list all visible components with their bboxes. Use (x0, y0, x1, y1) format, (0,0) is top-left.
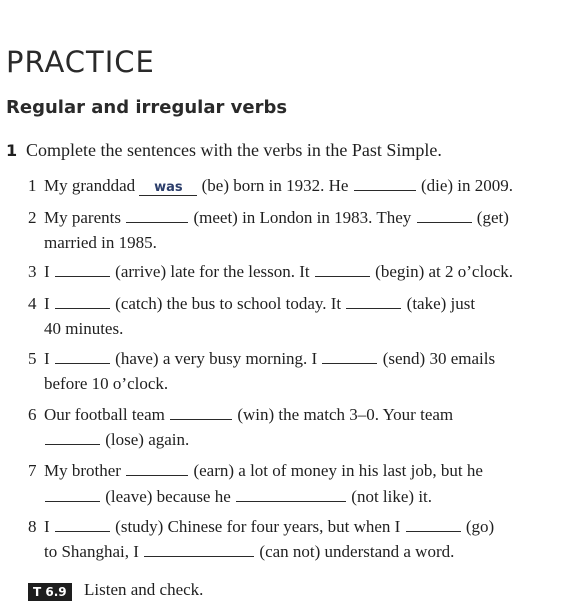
answer-blank[interactable] (45, 487, 100, 502)
item-text: I (44, 517, 54, 536)
item-text: (send) 30 emails (378, 349, 496, 368)
item-text: (die) in 2009. (416, 176, 514, 195)
exercise-item-line (28, 293, 476, 315)
item-text: (be) born in 1932. He (197, 176, 353, 195)
item-text: to Shanghai, I (44, 542, 144, 561)
item-text: (can not) understand a word. (255, 542, 455, 561)
answer-blank[interactable] (126, 208, 188, 223)
item-text: (lose) again. (101, 430, 190, 449)
exercise-number: 1 (6, 141, 18, 160)
item-text: before 10 o’clock. (44, 374, 169, 393)
item-text: (meet) in London in 1983. They (189, 208, 416, 227)
item-text: I (44, 294, 54, 313)
item-number: 4 (28, 294, 37, 313)
answer-blank[interactable] (55, 517, 110, 532)
exercise-item-line (44, 486, 432, 508)
section-heading: PRACTICE (6, 45, 155, 79)
exercise-item-line (28, 404, 454, 426)
answer-blank[interactable] (406, 517, 461, 532)
audio-track-badge: T 6.9 (28, 583, 72, 601)
item-text: (earn) a lot of money in his last job, but he (189, 461, 483, 480)
item-text: (take) just (402, 294, 476, 313)
exercise-item-line (28, 348, 496, 370)
item-text: (not like) it. (347, 487, 433, 506)
item-text: My brother (44, 461, 126, 480)
item-text: (win) the match 3–0. Your team (233, 405, 454, 424)
item-text: 40 minutes. (44, 319, 124, 338)
item-number: 1 (28, 176, 37, 195)
exercise-item-line (28, 261, 513, 283)
answer-blank[interactable] (126, 461, 188, 476)
item-text: (begin) at 2 o’clock. (370, 262, 513, 281)
item-number: 6 (28, 405, 37, 424)
exercise-item-line (28, 207, 509, 229)
item-text: (study) Chinese for four years, but when I (110, 517, 405, 536)
item-text: I (44, 262, 54, 281)
answer-blank[interactable] (417, 208, 472, 223)
item-text: (get) (472, 208, 509, 227)
item-number: 8 (28, 517, 37, 536)
item-text: My granddad (44, 176, 140, 195)
answer-blank[interactable] (236, 487, 346, 502)
item-text: My parents (44, 208, 126, 227)
item-number: 7 (28, 461, 37, 480)
answer-blank[interactable] (170, 405, 232, 420)
answer-blank[interactable] (55, 349, 110, 364)
section-subheading: Regular and irregular verbs (6, 97, 288, 118)
answer-blank[interactable] (144, 542, 254, 557)
exercise-instruction: Complete the sentences with the verbs in the Past Simple. (26, 140, 442, 160)
item-text: (arrive) late for the lesson. It (110, 262, 314, 281)
exercise-item-line (44, 541, 454, 563)
item-text: I (44, 349, 54, 368)
item-number: 5 (28, 349, 37, 368)
answer-blank[interactable] (315, 262, 370, 277)
item-number: 3 (28, 262, 37, 281)
exercise-item-line (44, 373, 168, 395)
exercise-item-line (28, 175, 514, 197)
item-text: (leave) because he (101, 487, 236, 506)
item-text: (go) (461, 517, 495, 536)
item-text: (have) a very busy morning. I (110, 349, 322, 368)
answer-blank[interactable] (55, 294, 110, 309)
exercise-item-line (44, 318, 123, 340)
item-text: (catch) the bus to school today. It (110, 294, 346, 313)
exercise-item-line (44, 429, 189, 451)
exercise-item-line (44, 232, 157, 254)
listen-instruction: Listen and check. (84, 580, 204, 599)
item-number: 2 (28, 208, 37, 227)
answer-blank[interactable] (55, 262, 110, 277)
answer-blank[interactable] (346, 294, 401, 309)
answer-blank[interactable] (322, 349, 377, 364)
exercise-item-line (28, 516, 495, 538)
answer-blank[interactable] (45, 430, 100, 445)
item-text: married in 1985. (44, 233, 157, 252)
example-answer: was (139, 181, 197, 196)
item-text: Our football team (44, 405, 170, 424)
answer-blank[interactable] (354, 176, 416, 191)
exercise-item-line (28, 460, 483, 482)
